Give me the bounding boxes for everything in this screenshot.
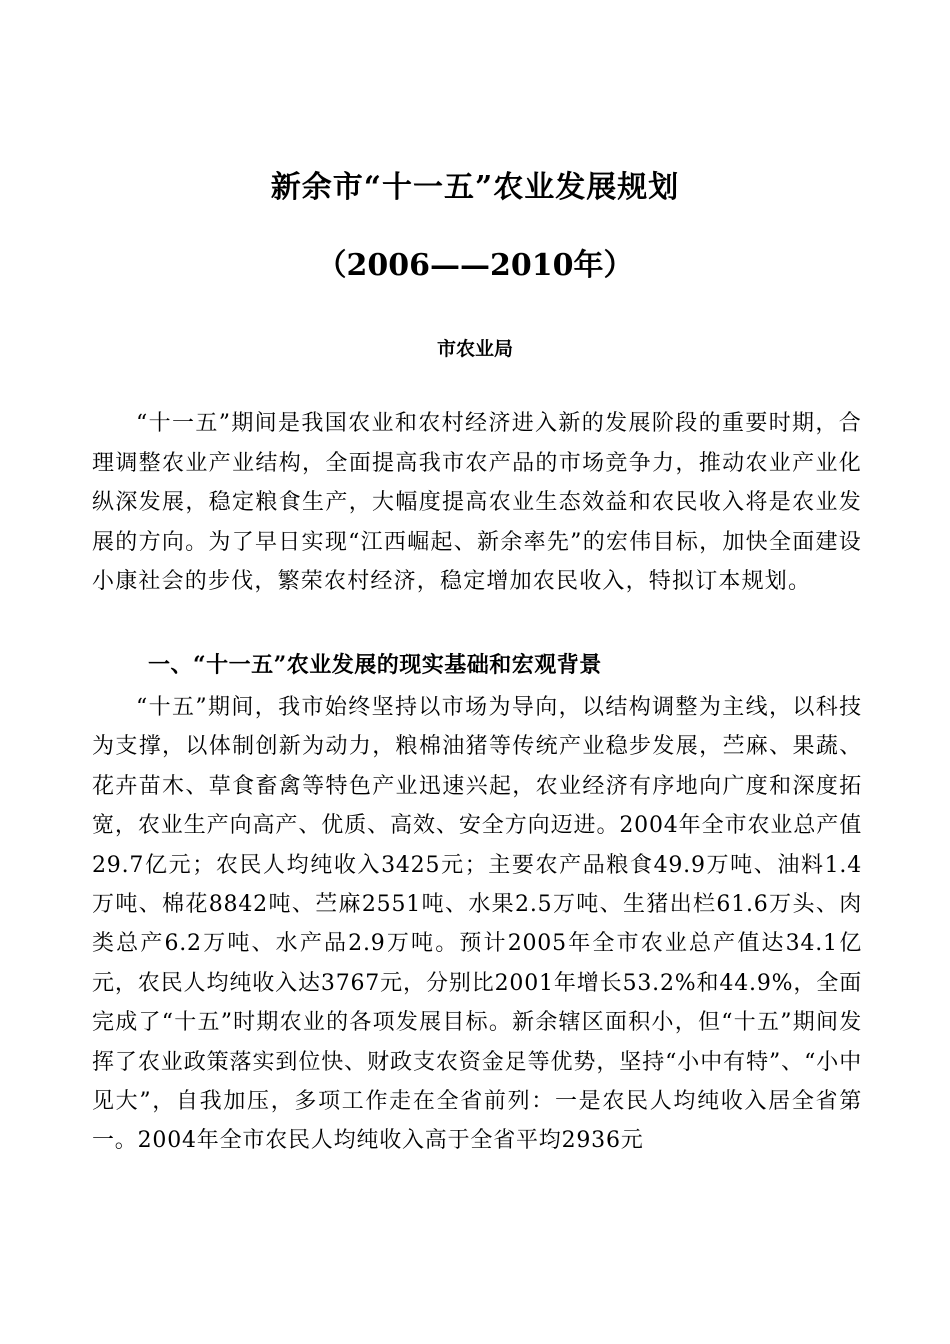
- section-heading: 一、“十一五”农业发展的现实基础和宏观背景: [148, 652, 602, 678]
- document-author: 市农业局: [436, 338, 513, 360]
- document-title: 新余市“十一五”农业发展规划: [270, 170, 680, 205]
- document-subtitle: （2006——2010年）: [316, 248, 634, 283]
- intro-paragraph: “十一五”期间是我国农业和农村经济进入新的发展阶段的重要时期，合理调整农业产业结构，全面提高我市农产品的市场竞争力，推动农业产业化纵深发展，稳定粮食生产，大幅度提高农业生态效益和农民收入将是农业发展的方向。为了早日实现“江西崛起、新余率先”的宏伟目标，加快全面建设小康社会的步伐，繁荣农村经济，稳定增加农民收入，特拟订本规划。: [92, 411, 862, 594]
- body-paragraph: “十五”期间，我市始终坚持以市场为导向，以结构调整为主线，以科技为支撑，以体制创新为动力，粮棉油猪等传统产业稳步发展，苎麻、果蔬、花卉苗木、草食畜禽等特色产业迅速兴起，农业经济有序地向广度和深度拓宽，农业生产向高产、优质、高效、安全方向迈进。2004年全市农业总产值29.7亿元；农民人均纯收入3425元；主要农产品粮食49.9万吨、油料1.4万吨、棉花8842吨、苎麻2551吨、水果2.5万吨、生猪出栏61.6万头、肉类总产6.2万吨、水产品2.9万吨。预计2005年全市农业总产值达34.1亿元，农民人均纯收入达3767元，分别比2001年增长53.2%和44.9%，全面完成了“十五”时期农业的各项发展目标。新余辖区面积小，但“十五”期间发挥了农业政策落实到位快、财政支农资金足等优势，坚持“小中有特”、“小中见大”，自我加压，多项工作走在全省前列：一是农民人均纯收入居全省第一。2004年全市农民人均纯收入高于全省平均2936元: [92, 695, 862, 1154]
